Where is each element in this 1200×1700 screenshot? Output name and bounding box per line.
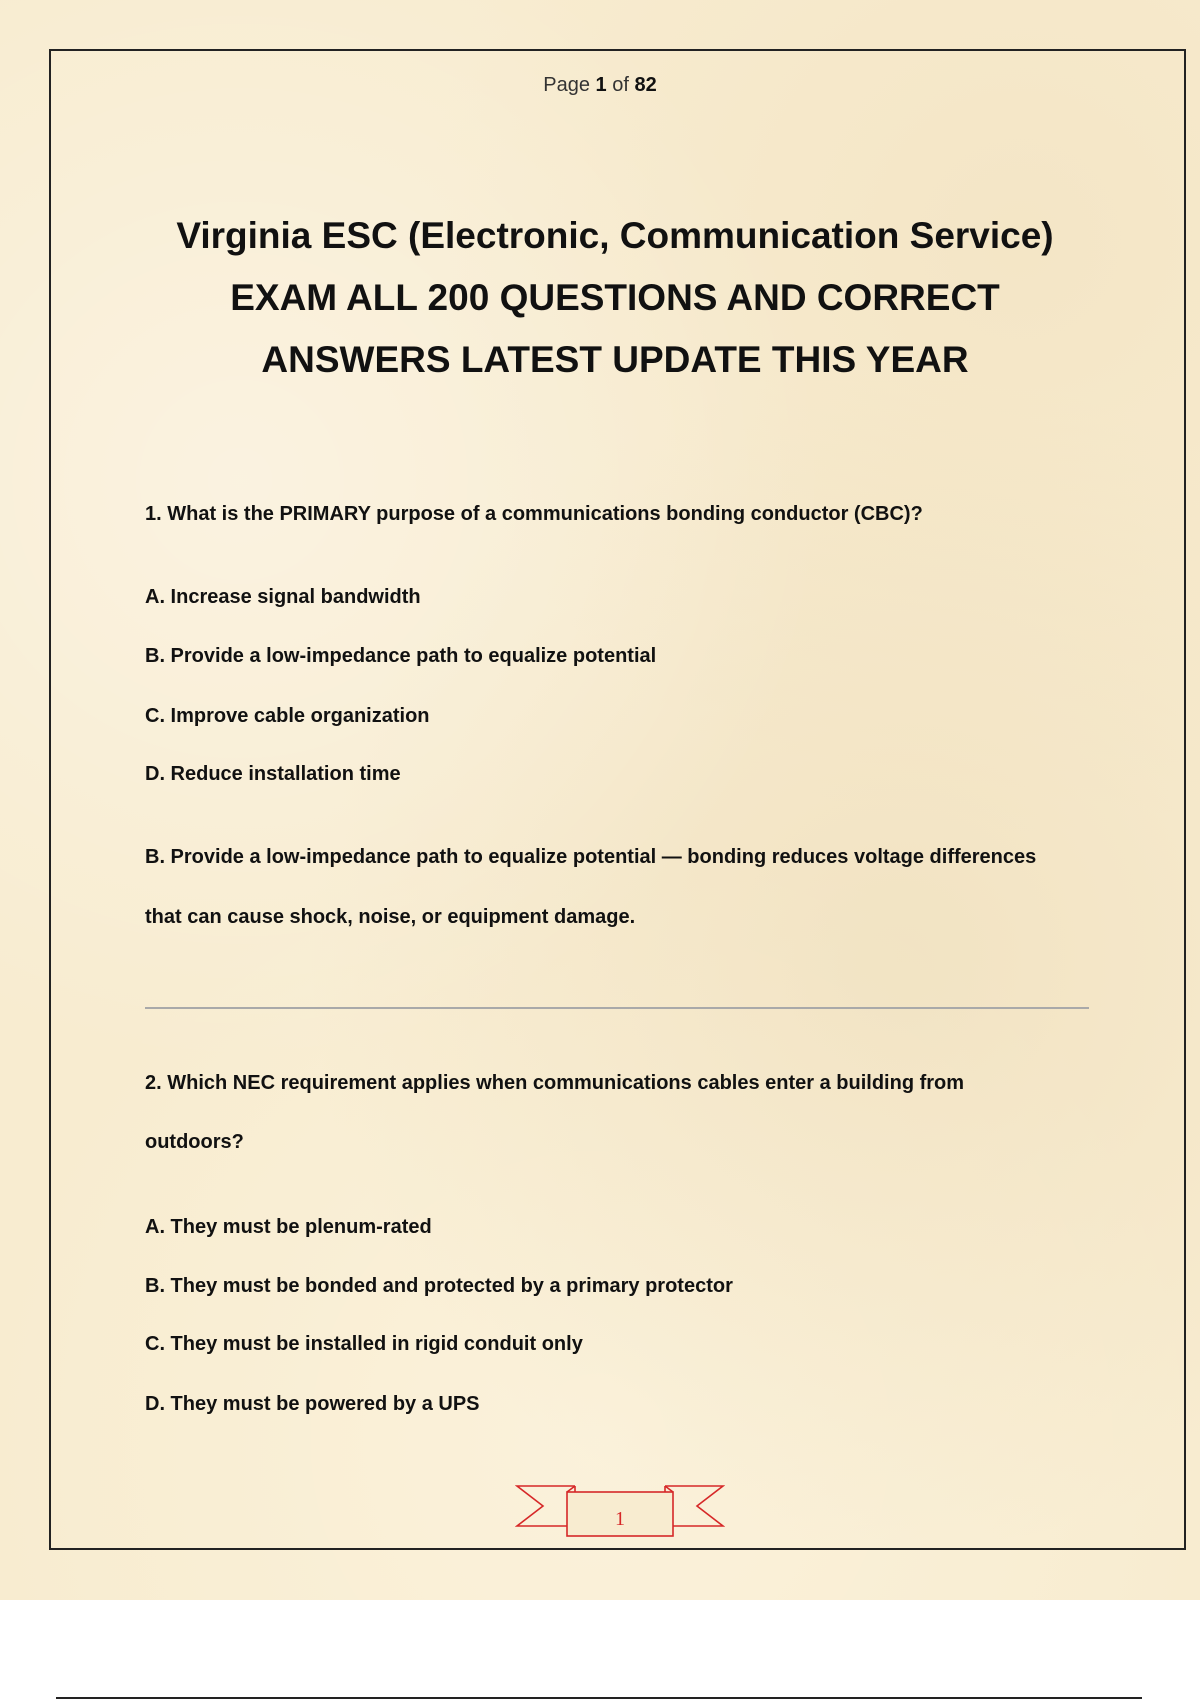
document-title — [120, 205, 1110, 391]
question-1-option-b: B. Provide a low-impedance path to equalize potential — [145, 645, 657, 667]
question-2-option-b: B. They must be bonded and protected by a primary protector — [145, 1275, 733, 1297]
question-1-text: 1. What is the PRIMARY purpose of a communications bonding conductor (CBC)? — [145, 503, 923, 525]
question-divider — [145, 1007, 1089, 1009]
bottom-rule — [56, 1697, 1142, 1699]
question-2-option-a: A. They must be plenum-rated — [145, 1216, 432, 1238]
question-2-option-d: D. They must be powered by a UPS — [145, 1393, 480, 1415]
question-1-option-a: A. Increase signal bandwidth — [145, 586, 421, 608]
question-2-option-c: C. They must be installed in rigid conduit only — [145, 1333, 583, 1355]
question-1-answer-line-2: that can cause shock, noise, or equipment damage. — [145, 906, 636, 928]
title-line-1: Virginia ESC (Electronic, Communication Service) — [176, 215, 1054, 256]
page-of: of — [612, 74, 629, 96]
question-2-text-line-2: outdoors? — [145, 1131, 244, 1153]
page-word: Page — [543, 74, 590, 96]
title-line-3: ANSWERS LATEST UPDATE THIS YEAR — [261, 339, 969, 380]
page-counter — [0, 74, 1200, 97]
question-2-text-line-1: 2. Which NEC requirement applies when communications cables enter a building from — [145, 1072, 965, 1094]
title-line-2: EXAM ALL 200 QUESTIONS AND CORRECT — [230, 277, 1000, 318]
question-1-option-d: D. Reduce installation time — [145, 763, 401, 785]
page-number-ribbon — [515, 1480, 725, 1540]
footer-page-number: 1 — [615, 1508, 625, 1530]
page-total: 82 — [634, 74, 657, 96]
question-1-option-c: C. Improve cable organization — [145, 705, 430, 727]
question-1-answer-line-1: B. Provide a low-impedance path to equalize potential — bonding reduces voltage differences — [145, 846, 1037, 868]
page-current: 1 — [595, 74, 607, 96]
